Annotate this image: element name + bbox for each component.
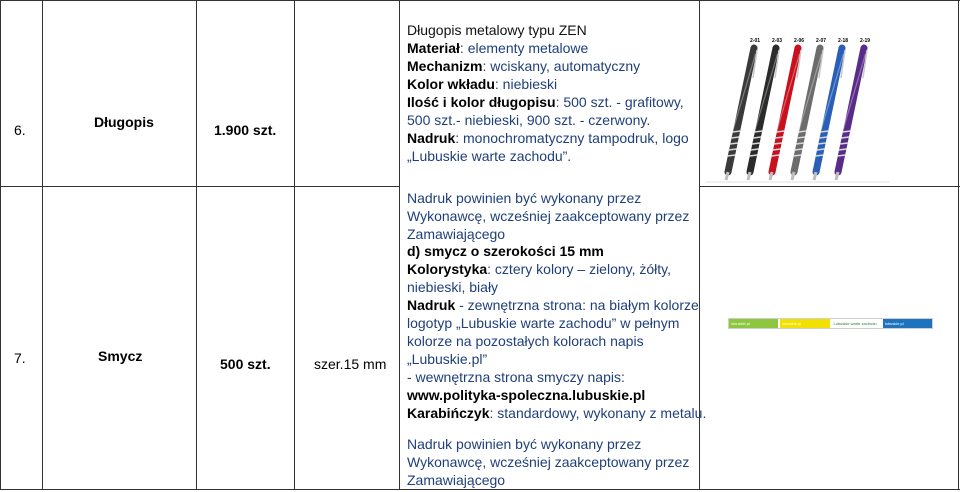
description-segment: „Lubuskie.pl” <box>407 351 488 367</box>
description-line <box>407 242 703 260</box>
description-segment: : cztery kolory – zielony, żółty, <box>487 261 672 277</box>
product-name: Długopis <box>94 114 154 130</box>
row-number: 6. <box>14 122 26 138</box>
description-segment: d) smycz o szerokości 15 mm <box>407 243 604 259</box>
description-segment: „Lubuskie warte zachodu”. <box>407 148 572 164</box>
description-line <box>407 404 707 422</box>
description-segment: : 500 szt. - grafitowy, <box>555 94 684 110</box>
lanyard-segment: Lubuskie warte zachodu <box>832 319 881 328</box>
print-approval-note <box>407 189 703 243</box>
description-segment: Kolor wkładu <box>407 76 495 92</box>
description-segment: - zewnętrzna strona: na białym kolorze <box>455 297 699 313</box>
color-code-label: 2-01 <box>750 38 761 44</box>
engraving-label: Miejsce na logo <box>852 117 869 153</box>
description-segment: : monochromatyczny tampodruk, logo <box>455 130 689 146</box>
table-bottom-border <box>0 489 960 490</box>
description-line <box>407 368 703 386</box>
col-divider <box>399 0 400 490</box>
description-line <box>407 39 703 57</box>
description-line <box>407 129 703 147</box>
col-divider <box>196 0 197 490</box>
description-segment: logotyp „Lubuskie warte zachodu” w pełnym <box>407 315 680 331</box>
description-segment: : standardowy, wykonany z metalu. <box>489 405 707 421</box>
description-line <box>407 147 703 165</box>
lanyard-segment: lubuskie.pl <box>780 319 829 328</box>
note-line: Wykonawcę, wcześniej zaakceptowany przez <box>407 454 690 470</box>
note-line: Wykonawcę, wcześniej zaakceptowany przez <box>407 208 690 224</box>
note-line: Zamawiającego <box>407 226 506 242</box>
note-line: Nadruk powinien być wykonany przez <box>407 190 642 206</box>
description-segment: Długopis metalowy typu ZEN <box>407 22 587 38</box>
description-segment: : elementy metalowe <box>459 40 589 56</box>
col-divider <box>0 0 1 490</box>
description-segment: Ilość i kolor długopisu <box>407 94 556 110</box>
product-quantity: 500 szt. <box>220 356 271 372</box>
col-divider <box>294 0 295 490</box>
description-line <box>407 350 703 368</box>
row-divider <box>0 186 400 187</box>
description-line <box>407 21 703 39</box>
description-line <box>407 314 703 332</box>
lanyard-product-image <box>728 318 933 329</box>
description-segment: - wewnętrzna strona smyczy napis: <box>407 369 625 385</box>
description-line <box>407 93 703 111</box>
description-line <box>407 296 703 314</box>
description-segment: Materiał <box>407 40 460 56</box>
product-quantity: 1.900 szt. <box>214 122 277 138</box>
col-divider <box>958 0 959 490</box>
description-segment: Nadruk <box>407 297 456 313</box>
description-segment: : niebieski <box>494 76 558 92</box>
description-segment: Nadruk <box>407 130 456 146</box>
row-number: 7. <box>14 350 26 366</box>
description-segment: 500 szt.- niebieski, 900 szt. - czerwony. <box>407 112 651 128</box>
product-name: Smycz <box>98 348 143 364</box>
description-line <box>407 57 703 75</box>
description-segment: Kolorystyka <box>407 261 488 277</box>
color-code-label: 2-19 <box>860 38 871 44</box>
description-line <box>407 260 703 278</box>
description-line <box>407 332 703 350</box>
color-code-label: 2-06 <box>794 38 805 44</box>
table-top-border <box>0 0 960 1</box>
pen-product-image <box>706 32 890 188</box>
description-line <box>407 278 703 296</box>
description-segment: : wciskany, automatyczny <box>482 58 641 74</box>
note-line: Nadruk powinien być wykonany przez <box>407 436 642 452</box>
print-approval-note <box>407 435 703 489</box>
description-line <box>407 386 703 404</box>
description-segment: kolorze na pozostałych kolorach napis <box>407 333 644 349</box>
description-line <box>407 111 703 129</box>
description-segment: Mechanizm <box>407 58 483 74</box>
product-size: szer.15 mm <box>314 356 387 372</box>
product-description <box>407 242 707 422</box>
color-code-label: 2-03 <box>772 38 783 44</box>
note-line: Zamawiającego <box>407 472 506 488</box>
col-divider <box>42 0 43 490</box>
description-segment: Karabińczyk <box>407 405 490 421</box>
lanyard-segment: lubuskie.pl <box>729 319 778 328</box>
product-description <box>407 21 703 165</box>
color-code-label: 2-07 <box>816 38 827 44</box>
description-segment: niebieski, biały <box>407 279 499 295</box>
lanyard-segment: lubuskie.pl <box>883 319 932 328</box>
description-segment: www.polityka-spoleczna.lubuskie.pl <box>407 387 646 403</box>
description-line <box>407 75 703 93</box>
color-code-label: 2-18 <box>838 38 849 44</box>
